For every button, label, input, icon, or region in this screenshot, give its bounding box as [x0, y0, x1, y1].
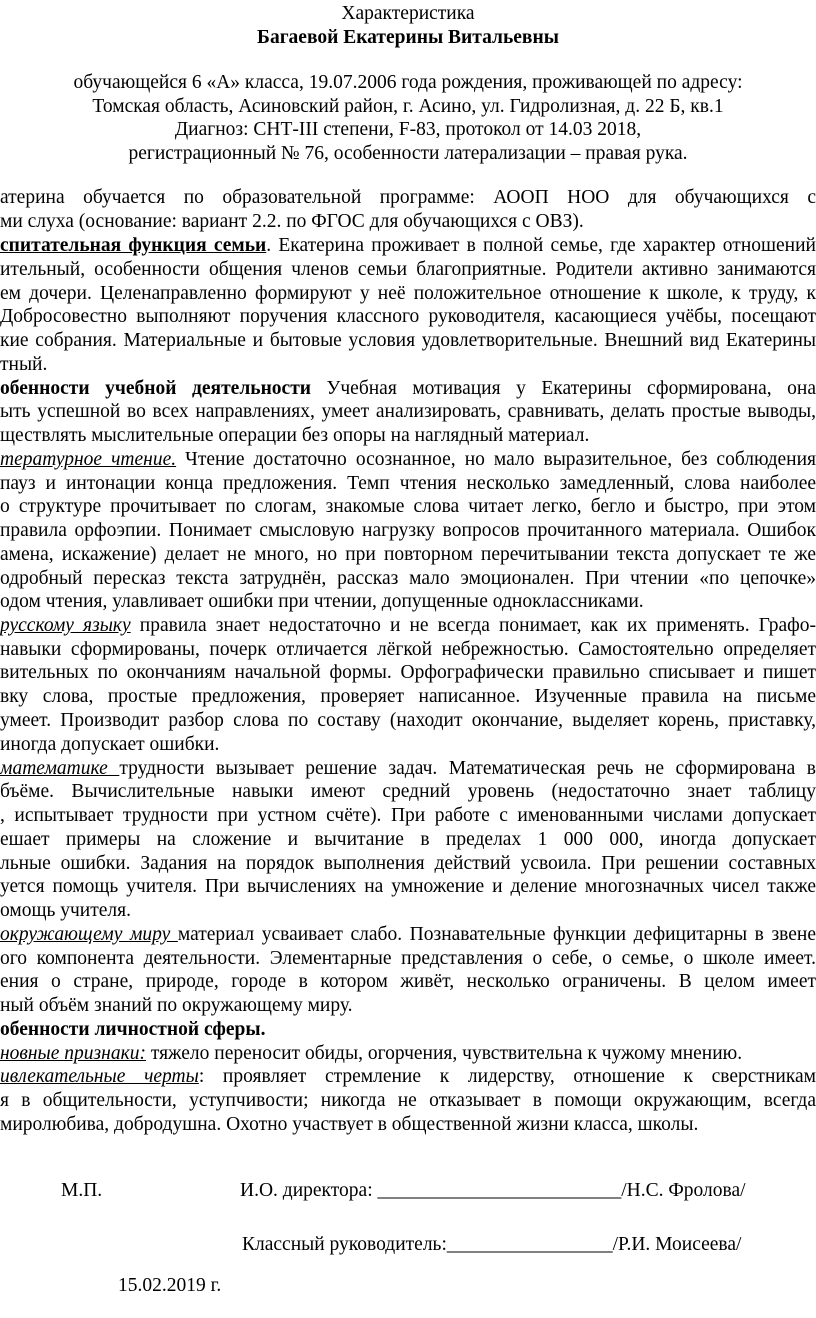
body-line: ешает примеры на сложение и вычитание в пределах 1 000 000, иногда допускает	[0, 829, 816, 850]
body-line: льные ошибки. Задания на порядок выполнения действий усвоила. При решении составных	[0, 853, 816, 874]
director-label: И.О. директора:	[240, 1180, 378, 1201]
section-personality-heading: обенности личностной сферы.	[0, 1019, 266, 1040]
director-signature	[240, 1179, 746, 1203]
director-signature-line: _________________________	[377, 1180, 622, 1201]
teacher-label: Классный руководитель:	[242, 1234, 447, 1255]
body-text: Учебная мотивация у Екатерины сформирована, она	[311, 378, 816, 399]
section-heading: спитательная функция семьи	[0, 235, 267, 256]
subject-heading: окружающему миру	[0, 924, 178, 945]
body-text: . Екатерина проживает в полной семье, где характер отношений	[266, 235, 816, 256]
body-line: омощь учителя.	[0, 900, 131, 921]
body-line: ем дочери. Целенаправленно формируют у неё положительное отношение к школе, к труду, к	[0, 283, 816, 304]
body-line: я в общительности, уступчивости; никогда не отказывает в помощи окружающим, всегда	[0, 1090, 816, 1111]
body-line: атерина обучается по образовательной программе: АООП НОО для обучающихся с	[0, 187, 816, 208]
body-line: ыть успешной во всех направлениях, умеет анализировать, сравнивать, делать простые выводы,	[0, 401, 816, 422]
section-learning	[0, 377, 816, 401]
body-text: Чтение достаточно осознанное, но мало выразительное, без соблюдения	[176, 449, 816, 470]
body-text: материал усваивает слабо. Познавательные функции дефицитарны в звене	[177, 924, 816, 945]
body-text: правила знает недостаточно и не всегда понимает, как их применять. Графо-	[130, 615, 816, 636]
body-line: ный объём знаний по окружающему миру.	[0, 995, 353, 1016]
body-line: умеет. Производит разбор слова по составу (находит окончание, выделяет корень, приставку,	[0, 710, 816, 731]
section-world	[0, 923, 816, 947]
subject-heading: новные признаки:	[0, 1043, 146, 1064]
body-line: ого компонента деятельности. Элементарные представления о себе, о семье, о школе имеет.	[0, 948, 816, 969]
personality-main	[0, 1042, 816, 1066]
director-name: /Н.С. Фролова/	[621, 1180, 746, 1201]
teacher-signature	[242, 1233, 741, 1257]
info-line-4: регистрационный № 76, особенности латерализации – правая рука.	[128, 143, 688, 164]
section-reading	[0, 448, 816, 472]
body-line: Добросовестно выполняют поручения классного руководителя, касающиеся учёбы, посещают	[0, 306, 816, 327]
body-line: амена, искажение) делает не много, но при повторном перечитывании текста допускает те же	[0, 544, 816, 565]
personality-attractive	[0, 1065, 816, 1089]
document-title: Характеристика	[341, 3, 475, 24]
section-heading: обенности учебной деятельности	[0, 378, 312, 399]
student-name: Багаевой Екатерины Витальевны	[257, 27, 559, 48]
subject-heading: математике	[0, 758, 120, 779]
body-line: одробный пересказ текста затруднён, рассказ мало эмоционален. При чтении «по цепочке»	[0, 568, 816, 589]
body-line: ми слуха (основание: вариант 2.2. по ФГОС для обучающихся с ОВЗ).	[0, 211, 584, 232]
body-line: , испытывает трудности при устном счёте). При работе с именованными числами допускает	[0, 805, 816, 826]
body-line: ществлять мыслительные операции без опоры на наглядный материал.	[0, 425, 590, 446]
body-text: трудности вызывает решение задач. Математическая речь не сформирована в	[119, 758, 816, 779]
body-line: о структуре прочитывает по слогам, знакомые слова читает легко, бегло и быстро, при этом	[0, 496, 816, 517]
info-line-1: обучающейся 6 «А» класса, 19.07.2006 года рождения, проживающей по адресу:	[73, 72, 743, 93]
subject-heading: ивлекательные черты	[0, 1066, 199, 1087]
body-line: навыки сформированы, почерк отличается лёгкой небрежностью. Самостоятельно определяет	[0, 639, 816, 660]
body-line: одом чтения, улавливает ошибки при чтении, допущенные одноклассниками.	[0, 591, 644, 612]
body-line: уется помощь учителя. При вычислениях на умножение и деление многозначных чисел также	[0, 876, 816, 897]
section-family	[0, 234, 816, 258]
body-line: бъёме. Вычислительные навыки имеют средний уровень (недостаточно знает таблицу	[0, 781, 816, 802]
subject-heading: русскому языку	[0, 615, 131, 636]
body-line: ительный, особенности общения членов семьи благоприятные. Родители активно занимаются	[0, 259, 816, 280]
document-date: 15.02.2019 г.	[118, 1275, 222, 1296]
info-line-2: Томская область, Асиновский район, г. Асино, ул. Гидролизная, д. 22 Б, кв.1	[92, 96, 724, 117]
body-line: кие собрания. Материальные и бытовые условия удовлетворительные. Внешний вид Екатерины	[0, 330, 816, 351]
body-line: иногда допускает ошибки.	[0, 734, 220, 755]
section-math	[0, 757, 816, 781]
stamp-place-label: М.П.	[61, 1180, 103, 1201]
section-russian	[0, 614, 816, 638]
body-line: вку слова, простые предложения, проверяет написанное. Изученные правила на письме	[0, 686, 816, 707]
body-text: тяжело переносит обиды, огорчения, чувствительна к чужому мнению.	[145, 1043, 743, 1064]
teacher-signature-line: _________________	[446, 1234, 613, 1255]
body-line: миролюбива, добродушна. Охотно участвует в общественной жизни класса, школы.	[0, 1114, 699, 1135]
body-text: : проявляет стремление к лидерству, отношение к сверстникам	[198, 1066, 816, 1087]
body-line: тный.	[0, 354, 48, 375]
body-line: правила орфоэпии. Понимает смысловую нагрузку вопросов прочитанного материала. Ошибок	[0, 520, 816, 541]
teacher-name: /Р.И. Моисеева/	[612, 1234, 742, 1255]
body-line: пауз и интонации конца предложения. Темп чтения несколько замедленный, слова наиболее	[0, 473, 816, 494]
body-line: ения о стране, природе, городе в котором живёт, несколько ограничены. В целом имеет	[0, 971, 816, 992]
info-line-3: Диагноз: СНТ-III степени, F-83, протокол от 14.03 2018,	[174, 119, 642, 140]
body-line: вительных по окончаниям начальной формы. Орфографически правильно списывает и пишет	[0, 662, 816, 683]
subject-heading: тературное чтение.	[0, 449, 177, 470]
